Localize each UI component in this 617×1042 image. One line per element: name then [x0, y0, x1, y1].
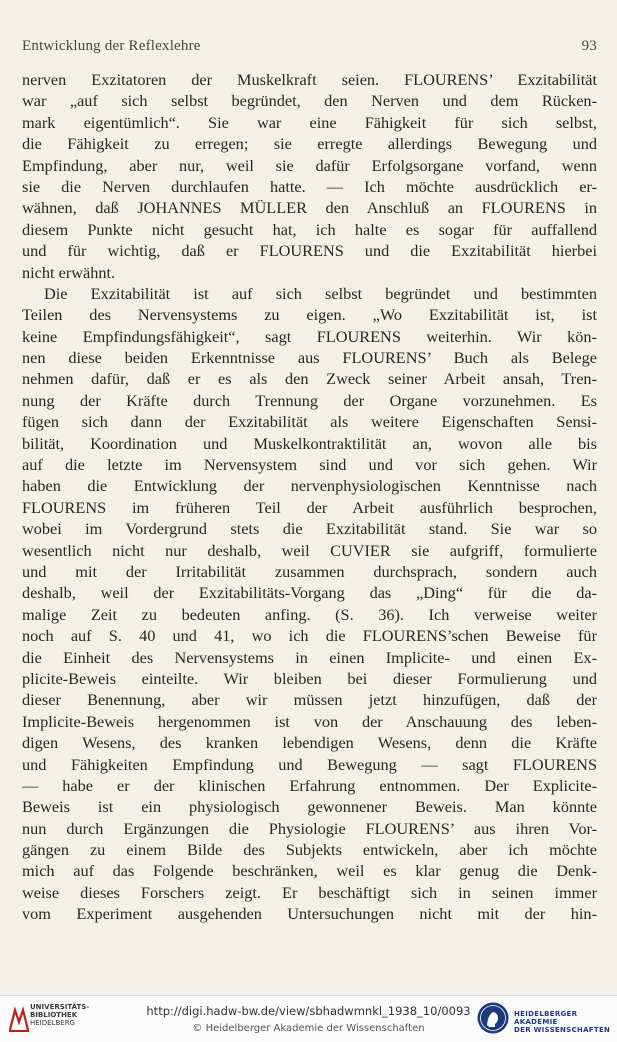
text-line: nehmen dafür, daß er es als den Zweck seiner Arbeit ansah, Tren- — [22, 369, 597, 389]
text-line: deshalb, weil der Exzitabilitäts-Vorgang das „Ding“ für die da- — [22, 583, 597, 603]
copyright-notice: © Heidelberger Akademie der Wissenschaften — [192, 1023, 425, 1034]
text-line: Teilen des Nervensystems zu eigen. „Wo Exzitabilität ist, ist — [22, 305, 597, 325]
text-line: bilität, Koordination und Muskelkontraktilität an, wovon alle bis — [22, 433, 597, 453]
text-line: wesentlich nicht nur deshalb, weil CUVIER sie aufgriff, formulierte — [22, 540, 597, 560]
text-line: die Einheit des Nervensystems in einen Implicite- und einen Ex- — [22, 647, 597, 667]
permalink-url[interactable]: http://digi.hadw-bw.de/view/sbhadwmnkl_1938_10/0093 — [146, 1004, 471, 1018]
library-name-line-2: BIBLIOTHEK — [30, 1011, 78, 1019]
text-line: haben die Entwicklung der nervenphysiologischen Kenntnisse nach — [22, 476, 597, 496]
text-line: wähnen, daß JOHANNES MÜLLER den Anschluß an FLOURENS in — [22, 198, 597, 218]
text-line: malige Zeit zu bedeuten anfing. (S. 36). Ich verweise weiter — [22, 604, 597, 624]
text-line: FLOURENS im früheren Teil der Arbeit ausführlich besprochen, — [22, 497, 597, 517]
text-line: wobei im Vordergrund stets die Exzitabilität stand. Sie war so — [22, 519, 597, 539]
running-head-title: Entwicklung der Reflexlehre — [22, 38, 201, 54]
text-line: und Fähigkeiten Empfindung und Bewegung — sagt FLOURENS — [22, 754, 597, 774]
body-text — [22, 69, 597, 925]
academy-name — [514, 1010, 617, 1034]
viewer-footer — [0, 995, 617, 1042]
text-line: plicite-Beweis einteilte. Wir bleiben bei dieser Formulierung und — [22, 668, 597, 688]
text-line: nung der Kräfte durch Trennung der Organe vorzunehmen. Es — [22, 390, 597, 410]
academy-seal-icon[interactable] — [476, 1001, 510, 1035]
running-head — [22, 38, 597, 60]
text-line: sie die Nerven durchlaufen hatte. — Ich möchte ausdrücklich er- — [22, 176, 597, 196]
library-name-line-1: UNIVERSITÄTS- — [30, 1003, 90, 1011]
text-line: und mit der Irritabilität zusammen durchsprach, sondern auch — [22, 561, 597, 581]
text-line: Beweis ist ein physiologisch gewonnener Beweis. Man könnte — [22, 797, 597, 817]
text-line: mich auf das Folgende beschränken, weil es klar genug die Denk- — [22, 861, 597, 881]
text-line: fügen sich dann der Exzitabilität als weitere Eigenschaften Sensi- — [22, 412, 597, 432]
text-line: nicht erwähnt. — [22, 262, 116, 282]
text-line: dieser Benennung, aber wir müssen jetzt hinzufügen, daß der — [22, 690, 597, 710]
text-line: — habe er der klinischen Erfahrung entnommen. Der Explicite- — [22, 775, 597, 795]
text-line: und für wichtig, daß er FLOURENS und die Exzitabilität hierbei — [22, 241, 597, 261]
text-line: die Fähigkeit zu erregen; sie erregte allerdings Bewegung und — [22, 134, 597, 154]
academy-name-line-2: DER WISSENSCHAFTEN — [514, 1026, 611, 1034]
text-line: mark eigentümlich“. Sie war eine Fähigkeit für sich selbst, — [22, 112, 597, 132]
text-line: digen Wesens, des kranken lebendigen Wesens, denn die Kräfte — [22, 733, 597, 753]
text-line: vom Experiment ausgehenden Untersuchungen nicht mit der hin- — [22, 904, 597, 924]
text-line: nerven Exzitatoren der Muskelkraft seien. FLOURENS’ Exzitabilität — [22, 70, 597, 89]
text-line: war „auf sich selbst begründet, den Nerven und dem Rücken- — [22, 91, 597, 111]
page-number: 93 — [581, 38, 597, 54]
paragraph-1 — [22, 69, 597, 283]
text-line: noch auf S. 40 und 41, wo ich die FLOURENS’schen Beweise für — [22, 626, 597, 646]
text-line: Die Exzitabilität ist auf sich selbst begründet und bestimmten — [44, 283, 597, 303]
text-line: Implicite-Beweis hergenommen ist von der Anschauung des leben- — [22, 711, 597, 731]
text-line: gängen zu einem Bilde des Subjekts entwickeln, aber ich möchte — [22, 840, 597, 860]
text-line: diesem Punkte nicht gesucht hat, ich halte es sogar für auffallend — [22, 219, 597, 239]
text-line: keine Empfindungsfähigkeit“, sagt FLOURENS weiterhin. Wir kön- — [22, 326, 597, 346]
academy-name-line-1: HEIDELBERGER AKADEMIE — [514, 1010, 578, 1026]
text-line: nen diese beiden Erkenntnisse aus FLOURENS’ Buch als Belege — [22, 348, 597, 368]
text-line: nun durch Ergänzungen die Physiologie FLOURENS’ aus ihren Vor- — [22, 818, 597, 838]
text-line: auf die letzte im Nervensystem sind und vor sich gehen. Wir — [22, 455, 597, 475]
text-line: weise dieses Forschers zeigt. Er beschäftigt sich in seinen immer — [22, 882, 597, 902]
paragraph-2 — [22, 283, 597, 925]
library-city: HEIDELBERG — [30, 1019, 75, 1027]
text-line: Empfindung, aber nur, weil sie dafür Erfolgsorgane vorfand, wenn — [22, 155, 597, 175]
